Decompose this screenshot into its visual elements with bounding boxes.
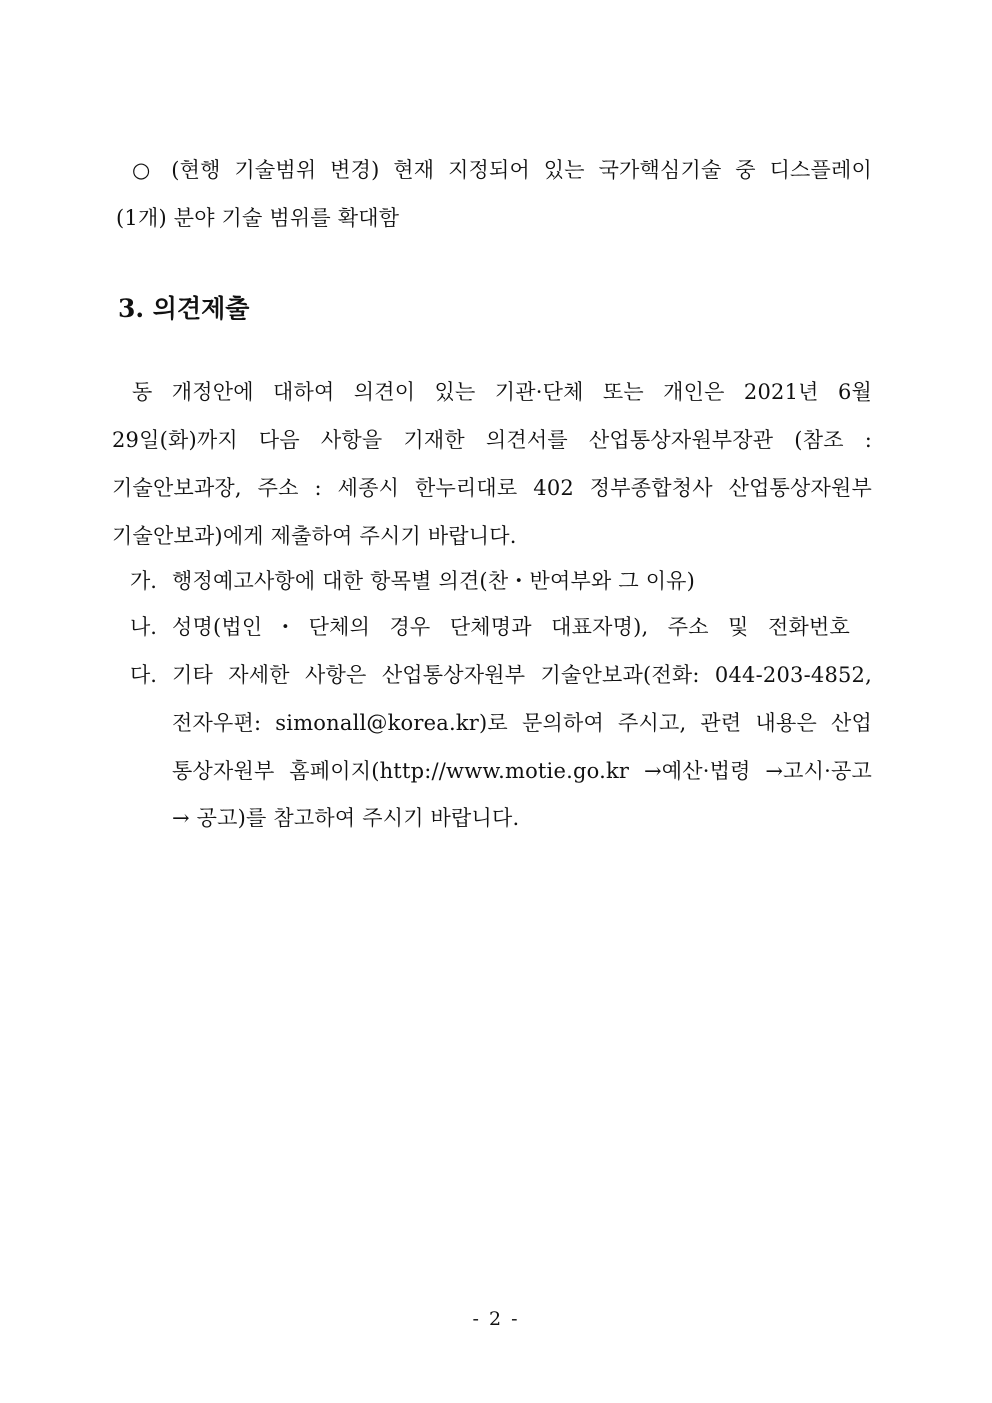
list-item-label: 나. xyxy=(130,615,157,639)
list-item-text: 기타 자세한 사항은 산업통상자원부 기술안보과(전화: 044-203-4852, xyxy=(172,663,872,687)
list-item-label: 가. xyxy=(130,569,157,593)
section-paragraph-line-1: 동 개정안에 대하여 의견이 있는 기관·단체 또는 개인은 2021년 6월 xyxy=(132,380,872,404)
section-paragraph-line-3: 기술안보과장, 주소 : 세종시 한누리대로 402 정부종합청사 산업통상자원부 xyxy=(112,476,872,500)
page-number: - 2 - xyxy=(472,1308,520,1330)
list-item-text: 전자우편: simonall@korea.kr)로 문의하여 주시고, 관련 내용은 산업 xyxy=(172,711,872,735)
section-paragraph-line-4: 기술안보과)에게 제출하여 주시기 바랍니다. xyxy=(112,524,517,548)
section-heading: 3. 의견제출 xyxy=(118,294,250,323)
list-item-text: 성명(법인・단체의 경우 단체명과 대표자명), 주소 및 전화번호 xyxy=(172,615,850,639)
section-paragraph-line-2: 29일(화)까지 다음 사항을 기재한 의견서를 산업통상자원부장관 (참조 : xyxy=(112,428,872,452)
list-item-text: 행정예고사항에 대한 항목별 의견(찬・반여부와 그 이유) xyxy=(172,569,696,593)
list-item-text: 통상자원부 홈페이지(http://www.motie.go.kr →예산·법령 →고시·공고 xyxy=(172,759,872,783)
list-item-text: → 공고)를 참고하여 주시기 바랍니다. xyxy=(172,806,520,830)
list-item-label: 다. xyxy=(130,663,157,687)
intro-line-1: ○ (현행 기술범위 변경) 현재 지정되어 있는 국가핵심기술 중 디스플레이 xyxy=(132,158,872,182)
intro-line-2: (1개) 분야 기술 범위를 확대함 xyxy=(116,206,400,230)
